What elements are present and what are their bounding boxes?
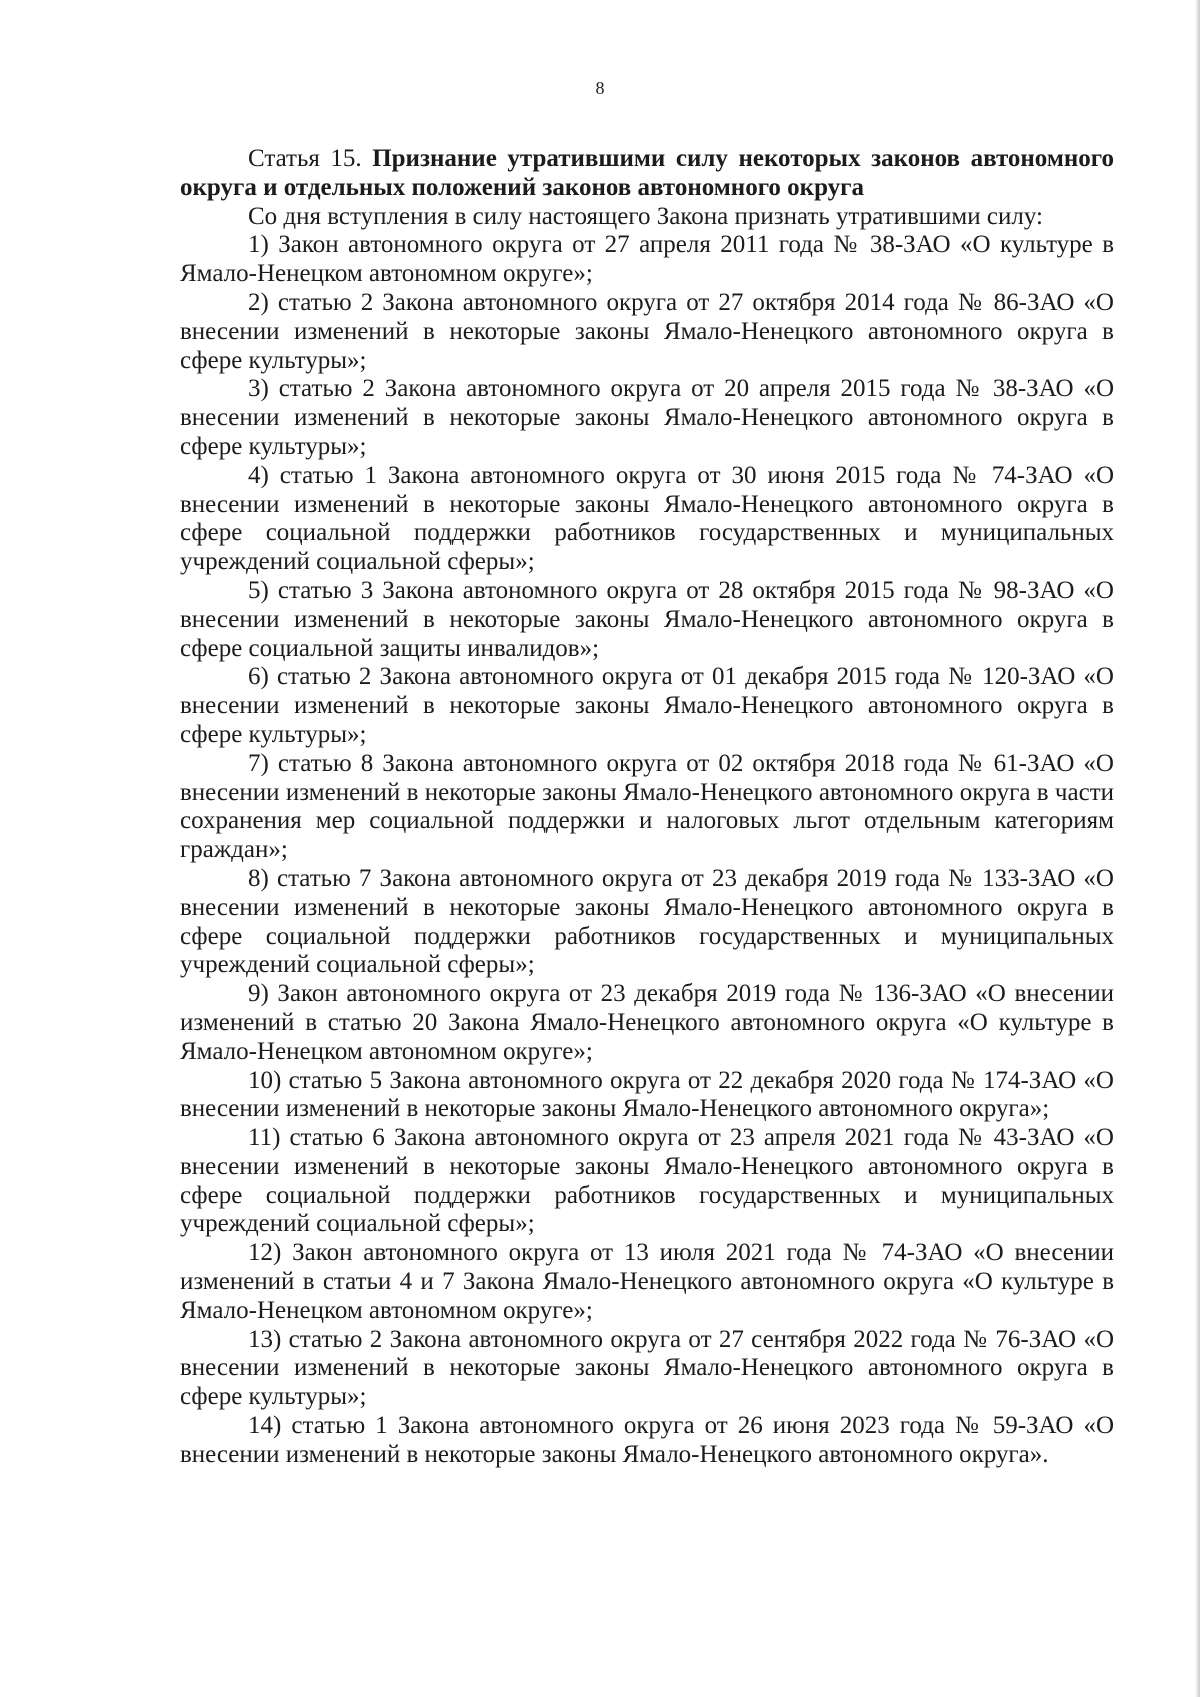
article-label: Статья 15. bbox=[248, 145, 362, 172]
page-edge-shadow bbox=[1195, 0, 1200, 1697]
list-item: 14) статью 1 Закона автономного округа от 26 июня 2023 года № 59-ЗАО «О внесении изменений в некоторые законы Ямало-Ненецкого автономного округа». bbox=[180, 1412, 1114, 1468]
page-number: 8 bbox=[595, 78, 605, 98]
list-item: 10) статью 5 Закона автономного округа от 22 декабря 2020 года № 174-ЗАО «О внесении изменений в некоторые законы Ямало-Ненецкого автономного округа»; bbox=[180, 1066, 1114, 1123]
list-item: 2) статью 2 Закона автономного округа от 27 октября 2014 года № 86-ЗАО «О внесении изменений в некоторые законы Ямало-Ненецкого автономного округа в сфере культуры»; bbox=[180, 288, 1114, 374]
list-item: 13) статью 2 Закона автономного округа от 27 сентября 2022 года № 76-ЗАО «О внесении изменений в некоторые законы Ямало-Ненецкого автономного округа в сфере культуры»; bbox=[180, 1325, 1114, 1411]
list-item: 9) Закон автономного округа от 23 декабря 2019 года № 136-ЗАО «О внесении изменений в статью 20 Закона Ямало-Ненецкого автономного округа «О культуре в Ямало-Ненецком автономном округе»; bbox=[180, 980, 1114, 1065]
article-heading bbox=[180, 145, 1114, 203]
article-title: Признание утратившими силу некоторых законов автономного округа и отдельных положений законов автономного округа bbox=[180, 145, 1114, 201]
article-body bbox=[180, 145, 1114, 1470]
article-intro: Со дня вступления в силу настоящего Закона признать утратившими силу: bbox=[248, 202, 1043, 230]
list-item: 4) статью 1 Закона автономного округа от 30 июня 2015 года № 74-ЗАО «О внесении изменений в некоторые законы Ямало-Ненецкого автономного округа в сфере социальной поддержки работников государственных и муниципальных учреждений социальной сферы»; bbox=[180, 461, 1114, 576]
list-item: 11) статью 6 Закона автономного округа от 23 апреля 2021 года № 43-ЗАО «О внесении изменений в некоторые законы Ямало-Ненецкого автономного округа в сфере социальной поддержки работников государственных и муниципальных учреждений социальной сферы»; bbox=[180, 1124, 1114, 1238]
list-item: 1) Закон автономного округа от 27 апреля 2011 года № 38-ЗАО «О культуре в Ямало-Ненецком автономном округе»; bbox=[180, 231, 1114, 288]
list-item: 3) статью 2 Закона автономного округа от 20 апреля 2015 года № 38-ЗАО «О внесении изменений в некоторые законы Ямало-Ненецкого автономного округа в сфере культуры»; bbox=[180, 375, 1114, 460]
list-item: 7) статью 8 Закона автономного округа от 02 октября 2018 года № 61-ЗАО «О внесении изменений в некоторые законы Ямало-Ненецкого автономного округа в части сохранения мер социальной поддержки и налоговых льгот отдельным категориям граждан»; bbox=[180, 749, 1114, 864]
list-item: 8) статью 7 Закона автономного округа от 23 декабря 2019 года № 133-ЗАО «О внесении изменений в некоторые законы Ямало-Ненецкого автономного округа в сфере социальной поддержки работников государственных и муниципальных учреждений социальной сферы»; bbox=[180, 864, 1114, 979]
list-item: 6) статью 2 Закона автономного округа от 01 декабря 2015 года № 120-ЗАО «О внесении изменений в некоторые законы Ямало-Ненецкого автономного округа в сфере культуры»; bbox=[180, 663, 1114, 748]
list-item: 5) статью 3 Закона автономного округа от 28 октября 2015 года № 98-ЗАО «О внесении изменений в некоторые законы Ямало-Ненецкого автономного округа в сфере социальной защиты инвалидов»; bbox=[180, 576, 1114, 662]
list-item: 12) Закон автономного округа от 13 июля 2021 года № 74-ЗАО «О внесении изменений в статьи 4 и 7 Закона Ямало-Ненецкого автономного округа «О культуре в Ямало-Ненецком автономном округе»; bbox=[180, 1239, 1114, 1324]
